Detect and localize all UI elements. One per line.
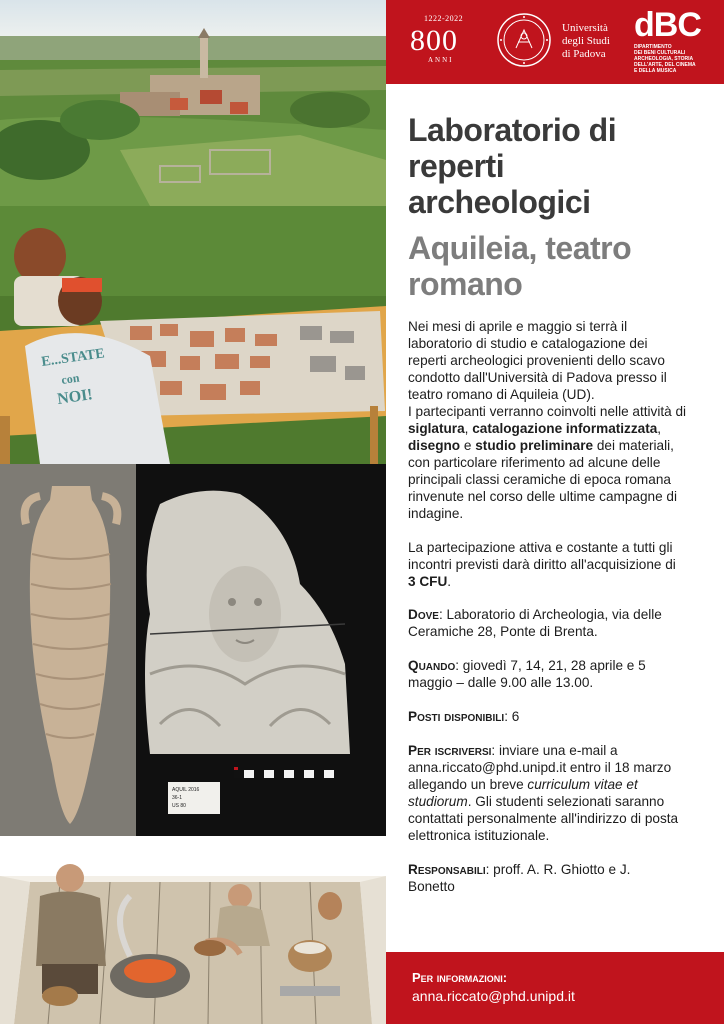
responsabili-text: : proff. A. R. Ghiotto e J. [485, 862, 631, 877]
anni-word: ANNI [428, 56, 454, 64]
activity-catalogazione: catalogazione informatizzata [472, 421, 658, 436]
university-line: Università [562, 22, 608, 34]
page-subtitle [408, 230, 708, 302]
university-name [562, 22, 610, 61]
activity-studio: studio preliminare [475, 438, 594, 453]
description-line: I partecipanti verranno coinvolti nelle attività di [408, 404, 687, 419]
separator: e [460, 438, 476, 453]
description-line: teatro romano di Aquileia (UD). [408, 387, 595, 402]
posti-label: Posti disponibili [408, 709, 505, 724]
artifact-tag-line2: 36-1 [172, 795, 183, 801]
quando-label: Quando [408, 658, 456, 673]
iscrizione-text-6: elettronica istituzionale. [408, 828, 550, 843]
cfu-line: incontri previsti darà diritto all'acquisizione di [408, 557, 676, 572]
tshirt-text-line3: NOI! [56, 386, 94, 408]
anni-number: 800 [410, 24, 458, 57]
dove-label: Dove [408, 607, 439, 622]
description-line: rinvenute nel corso delle ultime campagne di [408, 489, 678, 504]
iscrizione-text-3: allegando un breve [408, 777, 528, 792]
info-posti [408, 708, 708, 725]
workshop-illustration [0, 836, 386, 1024]
dove-text-2: Ceramiche 28, Ponte di Brenta. [408, 624, 598, 639]
800-anni-logo [406, 14, 476, 64]
title-line: reperti [408, 148, 505, 184]
description-line: Nei mesi di aprile e maggio si terrà il [408, 319, 628, 334]
department-line: DIPARTIMENTO [634, 44, 672, 50]
description-line: indagine. [408, 506, 464, 521]
department-line: ARCHEOLOGIA, STORIA [634, 56, 694, 62]
students-sorting-sherds-photo [0, 206, 386, 464]
footer-bar [386, 952, 724, 1024]
description [408, 318, 708, 590]
department-line: DELL'ARTE, DEL CINEMA [634, 62, 696, 68]
activity-disegno: disegno [408, 438, 461, 453]
separator: , [464, 421, 473, 436]
iscrizione-text-5: contattati personalmente all'indirizzo di posta [408, 811, 679, 826]
activity-siglatura: siglatura [408, 421, 465, 436]
iscrizione-label: Per iscriversi [408, 743, 492, 758]
posti-text: : 6 [504, 709, 520, 724]
artifacts-photo [0, 464, 386, 836]
department-acronym: dBC [634, 6, 701, 44]
tshirt-text-line2: con [60, 370, 81, 387]
info-dove [408, 606, 708, 640]
iscrizione-email-line: anna.riccato@phd.unipd.it entro il 18 marzo [408, 760, 672, 775]
university-seal-icon [496, 12, 552, 68]
iscrizione-text: : inviare una e-mail a [491, 743, 618, 758]
info-quando [408, 657, 708, 691]
activities-line [408, 437, 708, 454]
footer-email-link[interactable]: anna.riccato@phd.unipd.it [412, 988, 575, 1004]
cv-italic: curriculum vitae et [527, 777, 638, 792]
description-line: condotto dall'Università di Padova presso il [408, 370, 667, 385]
university-line: di Padova [562, 48, 606, 60]
info-iscrizione [408, 742, 708, 844]
department-line: E DELLA MUSICA [634, 68, 677, 74]
responsabili-text-2: Bonetto [408, 879, 455, 894]
activities-line [408, 420, 708, 437]
title-line: archeologici [408, 184, 591, 220]
cfu-line: La partecipazione attiva e costante a tutti gli [408, 540, 673, 555]
info-responsabili [408, 861, 708, 895]
description-line: principali classi ceramiche di epoca romana [408, 472, 671, 487]
info-section [408, 606, 708, 895]
artifact-tag-line1: AQUIL 2016 [172, 787, 200, 793]
main-content [408, 112, 708, 912]
separator: , [657, 421, 662, 436]
department-logo [634, 8, 718, 74]
dove-text: : Laboratorio di Archeologia, via delle [438, 607, 662, 622]
description-line: laboratorio di studio e catalogazione dei [408, 336, 648, 351]
artifact-tag-line3: US 80 [172, 803, 186, 809]
footer-label: Per informazioni: [412, 970, 508, 985]
description-line: reperti archeologici provenienti dello scavo [408, 353, 665, 368]
period: . [447, 574, 452, 589]
iscrizione-text-4: . Gli studenti selezionati saranno [467, 794, 665, 809]
quando-text: : giovedì 7, 14, 21, 28 aprile e 5 [455, 658, 646, 673]
subtitle-line: romano [408, 266, 523, 302]
cfu-line [408, 573, 708, 590]
responsabili-label: Responsabili [408, 862, 486, 877]
university-line: degli Studi [562, 35, 610, 47]
department-name [634, 44, 718, 74]
tshirt-text-line1: E...STATE [40, 346, 106, 370]
aerial-photo-aquileia [0, 0, 386, 206]
page-title [408, 112, 708, 220]
description-line: con particolare riferimento ad alcune delle [408, 455, 661, 470]
quando-text-2: maggio – dalle 9.00 alle 13.00. [408, 675, 594, 690]
cv-italic-2: studiorum [408, 794, 468, 809]
subtitle-line: Aquileia, teatro [408, 230, 632, 266]
department-line: DEI BENI CULTURALI [634, 50, 686, 56]
header-bar [386, 0, 724, 84]
activities-tail: dei materiali, [593, 438, 674, 453]
anni-years: 1222-2022 [424, 14, 464, 23]
cfu-value: 3 CFU [408, 574, 448, 589]
title-line: Laboratorio di [408, 112, 617, 148]
